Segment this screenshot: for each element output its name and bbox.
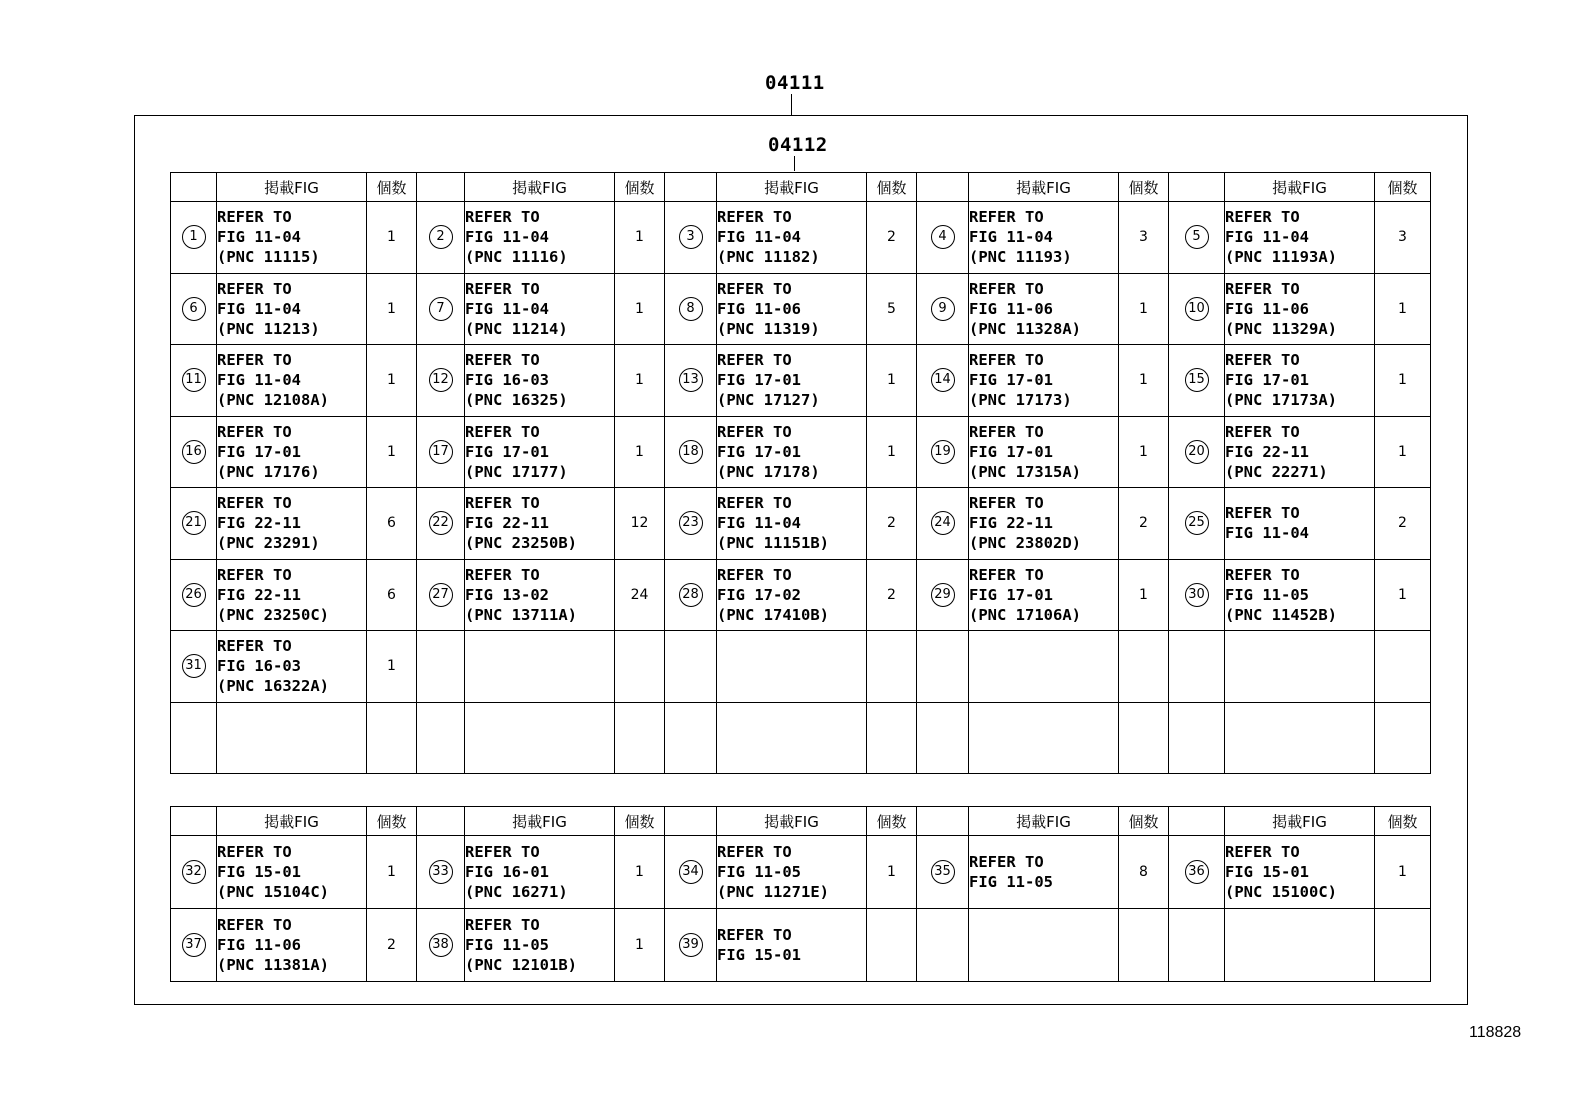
header-fig: 掲載FIG xyxy=(969,173,1119,202)
item-number-cell xyxy=(1169,488,1225,560)
quantity-cell: 1 xyxy=(367,416,417,488)
reference-cell: REFER TO FIG 11-06 (PNC 11381A) xyxy=(217,909,367,982)
reference-cell: REFER TO FIG 11-04 (PNC 11182) xyxy=(717,202,867,274)
item-number-badge: 5 xyxy=(1185,225,1209,249)
reference-cell: REFER TO FIG 11-05 (PNC 11271E) xyxy=(717,836,867,909)
item-number-badge: 13 xyxy=(679,368,703,392)
header-fig: 掲載FIG xyxy=(465,173,615,202)
quantity-cell xyxy=(615,702,665,774)
header-qty: 個数 xyxy=(1375,807,1431,836)
reference-cell: REFER TO FIG 11-04 (PNC 11116) xyxy=(465,202,615,274)
item-number-cell xyxy=(417,345,465,417)
item-number-cell xyxy=(665,488,717,560)
reference-cell: REFER TO FIG 22-11 (PNC 23250C) xyxy=(217,559,367,631)
table-row xyxy=(171,836,1431,909)
reference-cell: REFER TO FIG 11-05 (PNC 11452B) xyxy=(1225,559,1375,631)
item-number-badge: 33 xyxy=(429,860,453,884)
item-number-badge: 26 xyxy=(182,583,206,607)
reference-cell: REFER TO FIG 11-04 (PNC 11115) xyxy=(217,202,367,274)
table-row xyxy=(171,909,1431,982)
quantity-cell xyxy=(1375,909,1431,982)
header-index-cell xyxy=(917,807,969,836)
reference-cell: REFER TO FIG 17-01 (PNC 17173) xyxy=(969,345,1119,417)
table-row xyxy=(171,488,1431,560)
quantity-cell xyxy=(1119,631,1169,703)
header-index-cell xyxy=(171,173,217,202)
item-number-badge: 35 xyxy=(931,860,955,884)
assembly-label-04111: 04111 xyxy=(765,72,825,94)
quantity-cell: 1 xyxy=(1375,345,1431,417)
quantity-cell: 1 xyxy=(867,345,917,417)
header-fig: 掲載FIG xyxy=(1225,807,1375,836)
assembly-label-04112: 04112 xyxy=(768,134,828,156)
item-number-cell xyxy=(665,559,717,631)
header-index-cell xyxy=(665,807,717,836)
item-number-cell xyxy=(917,702,969,774)
reference-cell: REFER TO FIG 15-01 (PNC 15104C) xyxy=(217,836,367,909)
item-number-badge: 11 xyxy=(182,368,206,392)
table-row xyxy=(171,631,1431,703)
item-number-badge: 18 xyxy=(679,440,703,464)
item-number-badge: 7 xyxy=(429,297,453,321)
item-number-cell xyxy=(417,631,465,703)
item-number-badge: 30 xyxy=(1185,583,1209,607)
item-number-cell xyxy=(171,416,217,488)
quantity-cell xyxy=(1375,702,1431,774)
item-number-cell xyxy=(171,702,217,774)
quantity-cell: 1 xyxy=(367,273,417,345)
header-qty: 個数 xyxy=(867,807,917,836)
item-number-cell xyxy=(917,202,969,274)
item-number-cell xyxy=(917,836,969,909)
item-number-cell xyxy=(665,702,717,774)
reference-cell xyxy=(1225,702,1375,774)
header-qty: 個数 xyxy=(1119,807,1169,836)
reference-cell: REFER TO FIG 15-01 xyxy=(717,909,867,982)
quantity-cell: 1 xyxy=(367,202,417,274)
quantity-cell: 1 xyxy=(367,836,417,909)
quantity-cell: 1 xyxy=(615,202,665,274)
quantity-cell: 1 xyxy=(1375,836,1431,909)
quantity-cell: 2 xyxy=(867,202,917,274)
item-number-cell xyxy=(171,202,217,274)
item-number-cell xyxy=(1169,909,1225,982)
quantity-cell xyxy=(867,631,917,703)
item-number-cell xyxy=(917,909,969,982)
header-index-cell xyxy=(171,807,217,836)
table-row xyxy=(171,273,1431,345)
quantity-cell: 8 xyxy=(1119,836,1169,909)
table-row xyxy=(171,702,1431,774)
quantity-cell xyxy=(1119,702,1169,774)
item-number-cell xyxy=(1169,273,1225,345)
item-number-badge: 20 xyxy=(1185,440,1209,464)
item-number-cell xyxy=(1169,345,1225,417)
reference-cell: REFER TO FIG 11-04 (PNC 11214) xyxy=(465,273,615,345)
reference-cell: REFER TO FIG 13-02 (PNC 13711A) xyxy=(465,559,615,631)
reference-table-2 xyxy=(170,806,1431,982)
header-qty: 個数 xyxy=(615,807,665,836)
reference-cell: REFER TO FIG 11-06 (PNC 11319) xyxy=(717,273,867,345)
item-number-cell xyxy=(417,909,465,982)
quantity-cell: 1 xyxy=(615,416,665,488)
item-number-badge: 23 xyxy=(679,511,703,535)
reference-cell: REFER TO FIG 22-11 (PNC 23802D) xyxy=(969,488,1119,560)
item-number-cell xyxy=(917,631,969,703)
item-number-cell xyxy=(171,273,217,345)
quantity-cell: 1 xyxy=(367,631,417,703)
header-qty: 個数 xyxy=(615,173,665,202)
reference-cell: REFER TO FIG 17-01 (PNC 17178) xyxy=(717,416,867,488)
item-number-cell xyxy=(417,559,465,631)
quantity-cell: 1 xyxy=(867,416,917,488)
table-row xyxy=(171,202,1431,274)
quantity-cell: 12 xyxy=(615,488,665,560)
item-number-badge: 2 xyxy=(429,225,453,249)
item-number-badge: 39 xyxy=(679,933,703,957)
illustration-code: 118828 xyxy=(1469,1024,1522,1041)
item-number-cell xyxy=(1169,416,1225,488)
reference-cell: REFER TO FIG 15-01 (PNC 15100C) xyxy=(1225,836,1375,909)
header-index-cell xyxy=(417,173,465,202)
quantity-cell: 1 xyxy=(1375,273,1431,345)
reference-cell xyxy=(969,909,1119,982)
item-number-cell xyxy=(1169,202,1225,274)
item-number-cell xyxy=(1169,836,1225,909)
item-number-cell xyxy=(417,488,465,560)
reference-cell: REFER TO FIG 11-04 (PNC 11193A) xyxy=(1225,202,1375,274)
header-row xyxy=(171,173,1431,202)
header-index-cell xyxy=(665,173,717,202)
item-number-badge: 9 xyxy=(931,297,955,321)
quantity-cell xyxy=(867,909,917,982)
item-number-badge: 14 xyxy=(931,368,955,392)
quantity-cell: 1 xyxy=(1375,559,1431,631)
item-number-badge: 28 xyxy=(679,583,703,607)
quantity-cell: 1 xyxy=(615,836,665,909)
quantity-cell xyxy=(615,631,665,703)
reference-cell xyxy=(717,702,867,774)
quantity-cell: 2 xyxy=(367,909,417,982)
reference-cell: REFER TO FIG 22-11 (PNC 23291) xyxy=(217,488,367,560)
reference-cell: REFER TO FIG 11-04 (PNC 11151B) xyxy=(717,488,867,560)
item-number-badge: 16 xyxy=(182,440,206,464)
item-number-cell xyxy=(171,909,217,982)
header-fig: 掲載FIG xyxy=(217,173,367,202)
reference-cell: REFER TO FIG 17-01 (PNC 17127) xyxy=(717,345,867,417)
reference-cell: REFER TO FIG 11-06 (PNC 11329A) xyxy=(1225,273,1375,345)
header-fig: 掲載FIG xyxy=(465,807,615,836)
header-index-cell xyxy=(917,173,969,202)
header-fig: 掲載FIG xyxy=(217,807,367,836)
item-number-badge: 37 xyxy=(182,933,206,957)
header-fig: 掲載FIG xyxy=(1225,173,1375,202)
item-number-cell xyxy=(171,836,217,909)
reference-cell: REFER TO FIG 11-04 (PNC 11193) xyxy=(969,202,1119,274)
reference-cell: REFER TO FIG 16-03 (PNC 16322A) xyxy=(217,631,367,703)
reference-table-1 xyxy=(170,172,1431,774)
item-number-badge: 21 xyxy=(182,511,206,535)
reference-cell: REFER TO FIG 17-02 (PNC 17410B) xyxy=(717,559,867,631)
item-number-cell xyxy=(171,631,217,703)
item-number-cell xyxy=(665,273,717,345)
reference-cell: REFER TO FIG 17-01 (PNC 17176) xyxy=(217,416,367,488)
reference-cell xyxy=(465,702,615,774)
reference-cell xyxy=(717,631,867,703)
item-number-cell xyxy=(665,631,717,703)
reference-cell: REFER TO FIG 11-05 (PNC 12101B) xyxy=(465,909,615,982)
quantity-cell: 2 xyxy=(867,488,917,560)
reference-cell: REFER TO FIG 17-01 (PNC 17315A) xyxy=(969,416,1119,488)
quantity-cell: 1 xyxy=(1119,273,1169,345)
quantity-cell: 1 xyxy=(615,273,665,345)
quantity-cell: 1 xyxy=(615,345,665,417)
reference-cell: REFER TO FIG 17-01 (PNC 17173A) xyxy=(1225,345,1375,417)
reference-cell: REFER TO FIG 11-05 xyxy=(969,836,1119,909)
quantity-cell: 1 xyxy=(1119,416,1169,488)
quantity-cell: 24 xyxy=(615,559,665,631)
quantity-cell: 1 xyxy=(367,345,417,417)
header-qty: 個数 xyxy=(1119,173,1169,202)
item-number-badge: 6 xyxy=(182,297,206,321)
header-index-cell xyxy=(1169,807,1225,836)
item-number-badge: 34 xyxy=(679,860,703,884)
item-number-cell xyxy=(1169,559,1225,631)
item-number-badge: 1 xyxy=(182,225,206,249)
reference-cell: REFER TO FIG 22-11 (PNC 22271) xyxy=(1225,416,1375,488)
quantity-cell: 5 xyxy=(867,273,917,345)
table-row xyxy=(171,416,1431,488)
item-number-badge: 12 xyxy=(429,368,453,392)
item-number-badge: 27 xyxy=(429,583,453,607)
header-row xyxy=(171,807,1431,836)
item-number-cell xyxy=(417,416,465,488)
item-number-badge: 8 xyxy=(679,297,703,321)
quantity-cell: 3 xyxy=(1119,202,1169,274)
header-fig: 掲載FIG xyxy=(717,173,867,202)
item-number-cell xyxy=(917,416,969,488)
reference-cell xyxy=(969,702,1119,774)
quantity-cell: 1 xyxy=(867,836,917,909)
item-number-cell xyxy=(1169,702,1225,774)
header-qty: 個数 xyxy=(367,173,417,202)
reference-cell: REFER TO FIG 16-03 (PNC 16325) xyxy=(465,345,615,417)
quantity-cell: 2 xyxy=(1375,488,1431,560)
quantity-cell xyxy=(1119,909,1169,982)
quantity-cell: 6 xyxy=(367,488,417,560)
reference-cell: REFER TO FIG 11-06 (PNC 11328A) xyxy=(969,273,1119,345)
reference-cell xyxy=(217,702,367,774)
item-number-cell xyxy=(171,345,217,417)
header-index-cell xyxy=(417,807,465,836)
item-number-cell xyxy=(665,345,717,417)
item-number-cell xyxy=(665,836,717,909)
reference-cell: REFER TO FIG 11-04 (PNC 11213) xyxy=(217,273,367,345)
header-qty: 個数 xyxy=(867,173,917,202)
item-number-badge: 3 xyxy=(679,225,703,249)
item-number-cell xyxy=(917,488,969,560)
item-number-cell xyxy=(917,273,969,345)
item-number-badge: 22 xyxy=(429,511,453,535)
item-number-cell xyxy=(417,702,465,774)
reference-cell xyxy=(1225,909,1375,982)
reference-cell: REFER TO FIG 17-01 (PNC 17177) xyxy=(465,416,615,488)
quantity-cell: 1 xyxy=(1375,416,1431,488)
item-number-badge: 10 xyxy=(1185,297,1209,321)
table-row xyxy=(171,345,1431,417)
item-number-badge: 19 xyxy=(931,440,955,464)
item-number-badge: 31 xyxy=(182,654,206,678)
reference-cell: REFER TO FIG 11-04 xyxy=(1225,488,1375,560)
reference-cell: REFER TO FIG 22-11 (PNC 23250B) xyxy=(465,488,615,560)
item-number-cell xyxy=(665,909,717,982)
header-index-cell xyxy=(1169,173,1225,202)
reference-cell: REFER TO FIG 17-01 (PNC 17106A) xyxy=(969,559,1119,631)
quantity-cell: 3 xyxy=(1375,202,1431,274)
item-number-cell xyxy=(917,345,969,417)
quantity-cell: 2 xyxy=(1119,488,1169,560)
item-number-badge: 38 xyxy=(429,933,453,957)
item-number-cell xyxy=(665,416,717,488)
item-number-cell xyxy=(171,559,217,631)
table-row xyxy=(171,559,1431,631)
quantity-cell xyxy=(1375,631,1431,703)
item-number-cell xyxy=(417,273,465,345)
header-fig: 掲載FIG xyxy=(717,807,867,836)
header-qty: 個数 xyxy=(367,807,417,836)
quantity-cell: 2 xyxy=(867,559,917,631)
quantity-cell: 6 xyxy=(367,559,417,631)
quantity-cell: 1 xyxy=(615,909,665,982)
leader-line-04112 xyxy=(794,156,795,171)
quantity-cell xyxy=(867,702,917,774)
item-number-cell xyxy=(1169,631,1225,703)
item-number-badge: 24 xyxy=(931,511,955,535)
reference-cell: REFER TO FIG 16-01 (PNC 16271) xyxy=(465,836,615,909)
header-fig: 掲載FIG xyxy=(969,807,1119,836)
item-number-cell xyxy=(665,202,717,274)
item-number-badge: 15 xyxy=(1185,368,1209,392)
reference-cell xyxy=(465,631,615,703)
item-number-badge: 32 xyxy=(182,860,206,884)
item-number-cell xyxy=(917,559,969,631)
item-number-badge: 29 xyxy=(931,583,955,607)
item-number-badge: 36 xyxy=(1185,860,1209,884)
reference-cell: REFER TO FIG 11-04 (PNC 12108A) xyxy=(217,345,367,417)
quantity-cell: 1 xyxy=(1119,559,1169,631)
reference-cell xyxy=(969,631,1119,703)
item-number-badge: 17 xyxy=(429,440,453,464)
item-number-badge: 4 xyxy=(931,225,955,249)
item-number-cell xyxy=(417,836,465,909)
leader-line-04111 xyxy=(791,94,792,115)
item-number-cell xyxy=(417,202,465,274)
reference-cell xyxy=(1225,631,1375,703)
header-qty: 個数 xyxy=(1375,173,1431,202)
item-number-cell xyxy=(171,488,217,560)
quantity-cell xyxy=(367,702,417,774)
item-number-badge: 25 xyxy=(1185,511,1209,535)
quantity-cell: 1 xyxy=(1119,345,1169,417)
